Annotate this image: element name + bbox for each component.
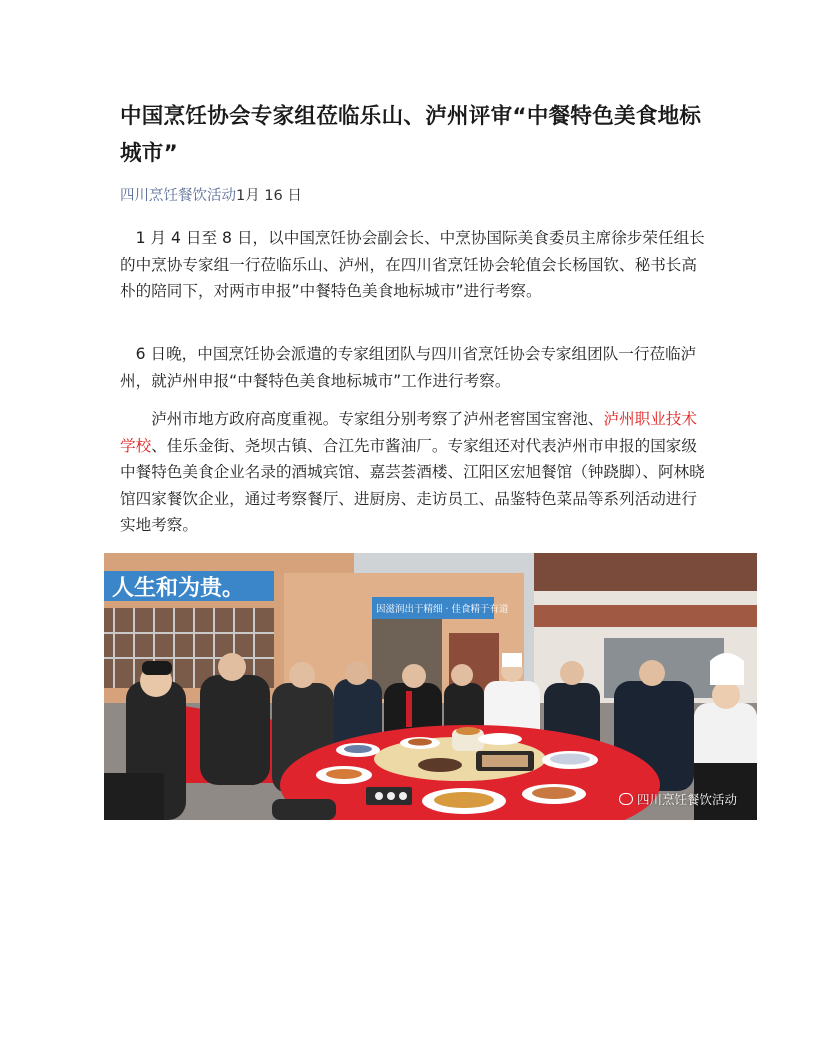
paragraph-2 [120, 341, 705, 394]
paragraph-2-text: 6 日晚，中国烹饪协会派遣的专家组团队与四川省烹饪协会专家组团队一行莅临泸州，就泸州申报“中餐特色美食地标城市”工作进行考察。 [120, 345, 697, 390]
article-title: 中国烹饪协会专家组莅临乐山、泸州评审“中餐特色美食地标城市” [120, 104, 702, 166]
paragraph-1 [120, 225, 705, 305]
paragraph-3-text-b: 、佳乐金街、尧坝古镇、合江先市酱油厂。专家组还对代表泸州市申报的国家级中餐特色美食企业名录的酒城宾馆、嘉芸荟酒楼、江阳区宏旭餐馆（钟跷脚）、阿林晓馆四家餐饮企业，通过考察餐厅、进厨房、走访员工、品鉴特色菜品等系列活动进行实地考察。 [120, 436, 705, 534]
article-photo [104, 553, 757, 820]
article-meta [120, 186, 302, 206]
paragraph-3 [120, 406, 705, 539]
wechat-icon [619, 793, 633, 805]
publish-date: 1月 16 日 [236, 188, 302, 204]
watermark-text: 四川烹饪餐饮活动 [636, 792, 737, 807]
paragraph-1-text: 1 月 4 日至 8 日，以中国烹饪协会副会长、中烹协国际美食委员主席徐步荣任组长的中烹协专家组一行莅临乐山、泸州，在四川省烹饪协会轮值会长杨国钦、秘书长高朴的陪同下，对两市申报”中餐特色美食地标城市”进行考察。 [120, 229, 705, 300]
sign-text: 因滋润出于精细 · 佳食精于有道 [376, 604, 509, 615]
photo-illustration [104, 553, 757, 820]
banner-text: 人生和为贵。 [112, 576, 245, 601]
paragraph-3-text-a: 泸州市地方政府高度重视。专家组分别考察了泸州老窖国宝窖池、 [151, 410, 604, 428]
school-link[interactable]: 泸州职业技术学校 [120, 410, 698, 455]
source-account-link[interactable]: 四川烹饪餐饮活动 [120, 188, 236, 204]
photo-watermark [619, 790, 737, 808]
